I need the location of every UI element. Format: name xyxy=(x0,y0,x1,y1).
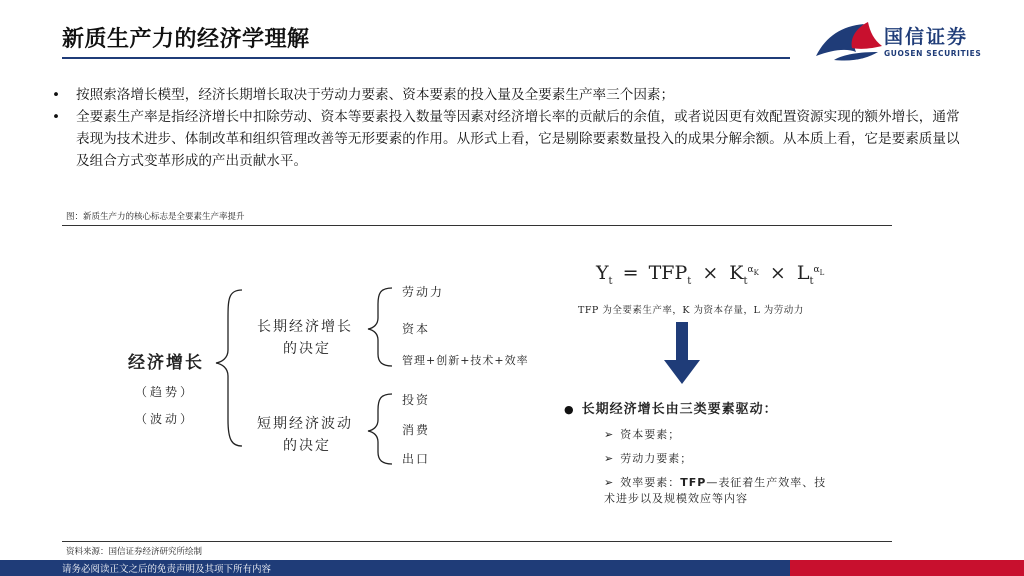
footer-disclaimer: 请务必阅读正文之后的免责声明及其项下所有内容 xyxy=(62,564,272,575)
figure-source: 资料来源：国信证券经济研究所绘制 xyxy=(66,547,203,557)
driver-capital: ➢ 资本要素； xyxy=(604,428,681,441)
down-arrow-icon xyxy=(664,322,700,384)
driver-labor: ➢ 劳动力要素； xyxy=(604,452,693,465)
long-term-label-line2: 的决定 xyxy=(283,341,331,357)
bullet-dot: • xyxy=(52,87,61,103)
drivers-heading: ● 长期经济增长由三类要素驱动： xyxy=(564,402,778,417)
root-trend: （趋势） xyxy=(135,385,196,399)
formula-note: TFP 为全要素生产率，K 为资本存量，L 为劳动力 xyxy=(578,305,804,316)
bullet-text: 按照索洛增长模型，经济长期增长取决于劳动力要素、资本要素的投入量及全要素生产率三个因素； xyxy=(76,87,675,103)
short-term-item-consumption: 消费 xyxy=(402,423,431,437)
logo-name-cn: 国信证券 xyxy=(884,26,969,48)
short-term-label-line2: 的决定 xyxy=(283,438,331,454)
root-fluctuation: （波动） xyxy=(135,412,196,426)
long-term-item-efficiency: 管理+创新+技术+效率 xyxy=(402,354,529,367)
root-label: 经济增长 xyxy=(128,353,204,373)
long-term-item-capital: 资本 xyxy=(402,322,431,336)
arrow-bullet-icon: ➢ xyxy=(604,452,615,465)
short-term-item-export: 出口 xyxy=(402,452,431,466)
figure-caption: 图：新质生产力的核心标志是全要素生产率提升 xyxy=(66,212,245,222)
driver-efficiency-line1: ➢ 效率要素：TFP—表征着生产效率、技 xyxy=(604,476,827,489)
driver-efficiency-line2: 术进步以及规模效应等内容 xyxy=(604,492,748,505)
long-term-item-labor: 劳动力 xyxy=(402,285,445,299)
bullet-text: 全要素生产率是指经济增长中扣除劳动、资本等要素投入数量等因素对经济增长率的贡献后的余值，或者说因更有效配置资源实现的额外增长，通常表现为技术进步、体制改革和组织管理改善等无形要素的作用。从形式上看，它是剔除要素数量投入的成果分解余额。从本质上看，它是要素质量以及组合方式变革形成的产出贡献水平。 xyxy=(76,109,960,169)
short-term-item-investment: 投资 xyxy=(402,393,431,407)
footer-accent xyxy=(790,560,1024,576)
growth-formula: $Y_t = TFP_t \times K_t^{\alpha_K} \times L_t^{\alpha_L}$ xyxy=(596,262,825,287)
bullet-icon: ● xyxy=(564,403,574,416)
figure-bottom-rule xyxy=(62,541,892,542)
long-term-label-line1: 长期经济增长 xyxy=(257,319,353,335)
page-title: 新质生产力的经济学理解 xyxy=(62,27,310,52)
short-term-label-line1: 短期经济波动 xyxy=(257,416,353,432)
arrow-bullet-icon: ➢ xyxy=(604,428,615,441)
arrow-bullet-icon: ➢ xyxy=(604,476,615,489)
logo-name-en: GUOSEN SECURITIES xyxy=(884,49,982,58)
bullet-dot: • xyxy=(52,109,61,125)
